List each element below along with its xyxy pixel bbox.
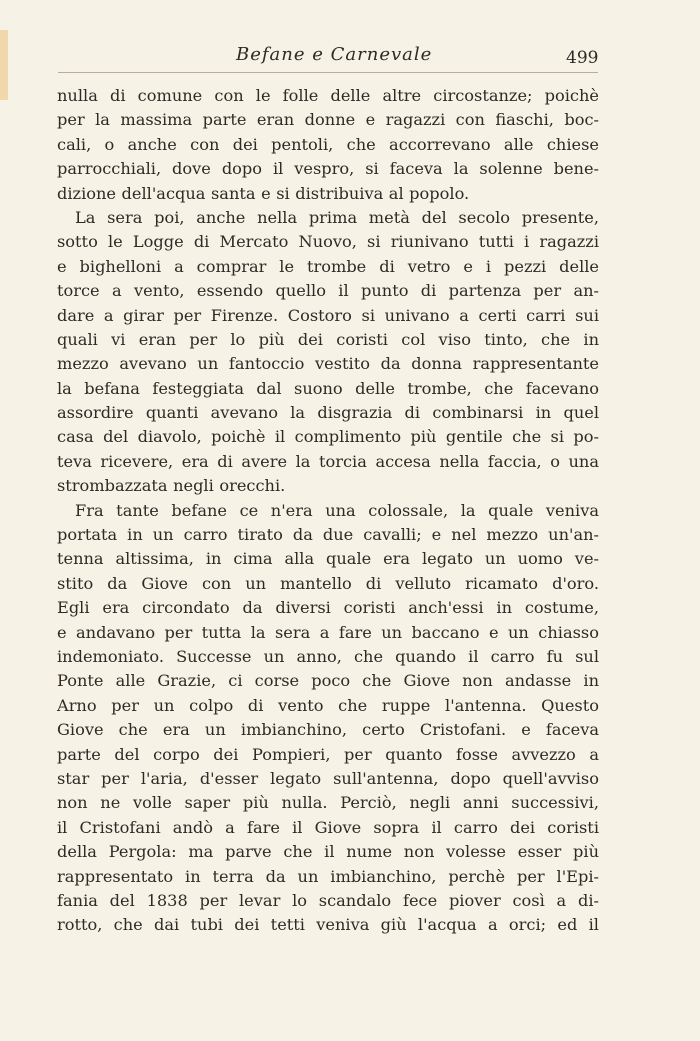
text-line: indemoniato. Successe un anno, che quando il carro fu sul bbox=[57, 646, 599, 666]
text-line: Giove che era un imbianchino, certo Cristofani. e faceva bbox=[57, 720, 599, 740]
body-text bbox=[57, 84, 599, 938]
text-line: teva ricevere, era di avere la torcia accesa nella faccia, o una bbox=[57, 451, 599, 471]
running-title: Befane e Carnevale bbox=[236, 44, 433, 65]
text-line: parte del corpo dei Pompieri, per quanto fosse avvezzo a bbox=[57, 744, 599, 764]
text-line: nulla di comune con le folle delle altre circostanze; poichè bbox=[57, 86, 599, 105]
text-line: Fra tante befane ce n'era una colossale, la quale veniva bbox=[75, 500, 599, 520]
text-line: sotto le Logge di Mercato Nuovo, si riunivano tutti i ragazzi bbox=[57, 232, 599, 252]
text-line: la befana festeggiata dal suono delle trombe, che facevano bbox=[57, 378, 599, 398]
text-line: quali vi eran per lo più dei coristi col viso tinto, che in bbox=[57, 329, 599, 349]
text-line: mezzo avevano un fantoccio vestito da donna rappresentante bbox=[57, 354, 599, 374]
text-line: e andavano per tutta la sera a fare un baccano e un chiasso bbox=[57, 622, 599, 642]
text-line: rappresentato in terra da un imbianchino, perchè per l'Epi- bbox=[57, 866, 599, 886]
text-line: non ne volle saper più nulla. Perciò, negli anni successivi, bbox=[57, 793, 599, 813]
text-line: Egli era circondato da diversi coristi anch'essi in costume, bbox=[57, 598, 599, 618]
text-line: e bighelloni a comprar le trombe di vetro e i pezzi delle bbox=[57, 256, 599, 276]
text-line: Arno per un colpo di vento che ruppe l'antenna. Questo bbox=[57, 695, 599, 715]
text-line: strombazzata negli orecchi. bbox=[57, 476, 286, 496]
page-number: 499 bbox=[566, 48, 599, 68]
text-line: dizione dell'acqua santa e si distribuiva al popolo. bbox=[57, 183, 470, 203]
text-line: torce a vento, essendo quello il punto di partenza per an- bbox=[57, 281, 599, 301]
text-line: stito da Giove con un mantello di velluto ricamato d'oro. bbox=[57, 573, 599, 593]
text-line: star per l'aria, d'esser legato sull'antenna, dopo quell'avviso bbox=[57, 768, 599, 788]
text-line: della Pergola: ma parve che il nume non volesse esser più bbox=[57, 842, 599, 862]
header-rule bbox=[58, 72, 598, 73]
text-line: per la massima parte eran donne e ragazzi con fiaschi, boc- bbox=[57, 110, 599, 130]
text-line: Ponte alle Grazie, ci corse poco che Giove non andasse in bbox=[57, 671, 599, 691]
text-line: assordire quanti avevano la disgrazia di combinarsi in quel bbox=[57, 403, 599, 423]
text-line: parrocchiali, dove dopo il vespro, si faceva la solenne bene- bbox=[57, 159, 599, 179]
text-line: fania del 1838 per levar lo scandalo fece piover così a di- bbox=[57, 890, 599, 910]
text-line: il Cristofani andò a fare il Giove sopra il carro dei coristi bbox=[57, 817, 599, 837]
text-line: cali, o anche con dei pentoli, che accorrevano alle chiese bbox=[57, 134, 599, 154]
text-line: casa del diavolo, poichè il complimento più gentile che si po- bbox=[57, 427, 599, 447]
text-line: dare a girar per Firenze. Costoro si univano a certi carri sui bbox=[57, 305, 599, 325]
text-line: La sera poi, anche nella prima metà del secolo presente, bbox=[75, 207, 599, 227]
text-line: portata in un carro tirato da due cavalli; e nel mezzo un'an- bbox=[57, 525, 599, 545]
page-header bbox=[0, 0, 700, 80]
text-line: rotto, che dai tubi dei tetti veniva giù l'acqua a orci; ed il bbox=[57, 915, 599, 935]
text-line: tenna altissima, in cima alla quale era legato un uomo ve- bbox=[57, 549, 599, 569]
